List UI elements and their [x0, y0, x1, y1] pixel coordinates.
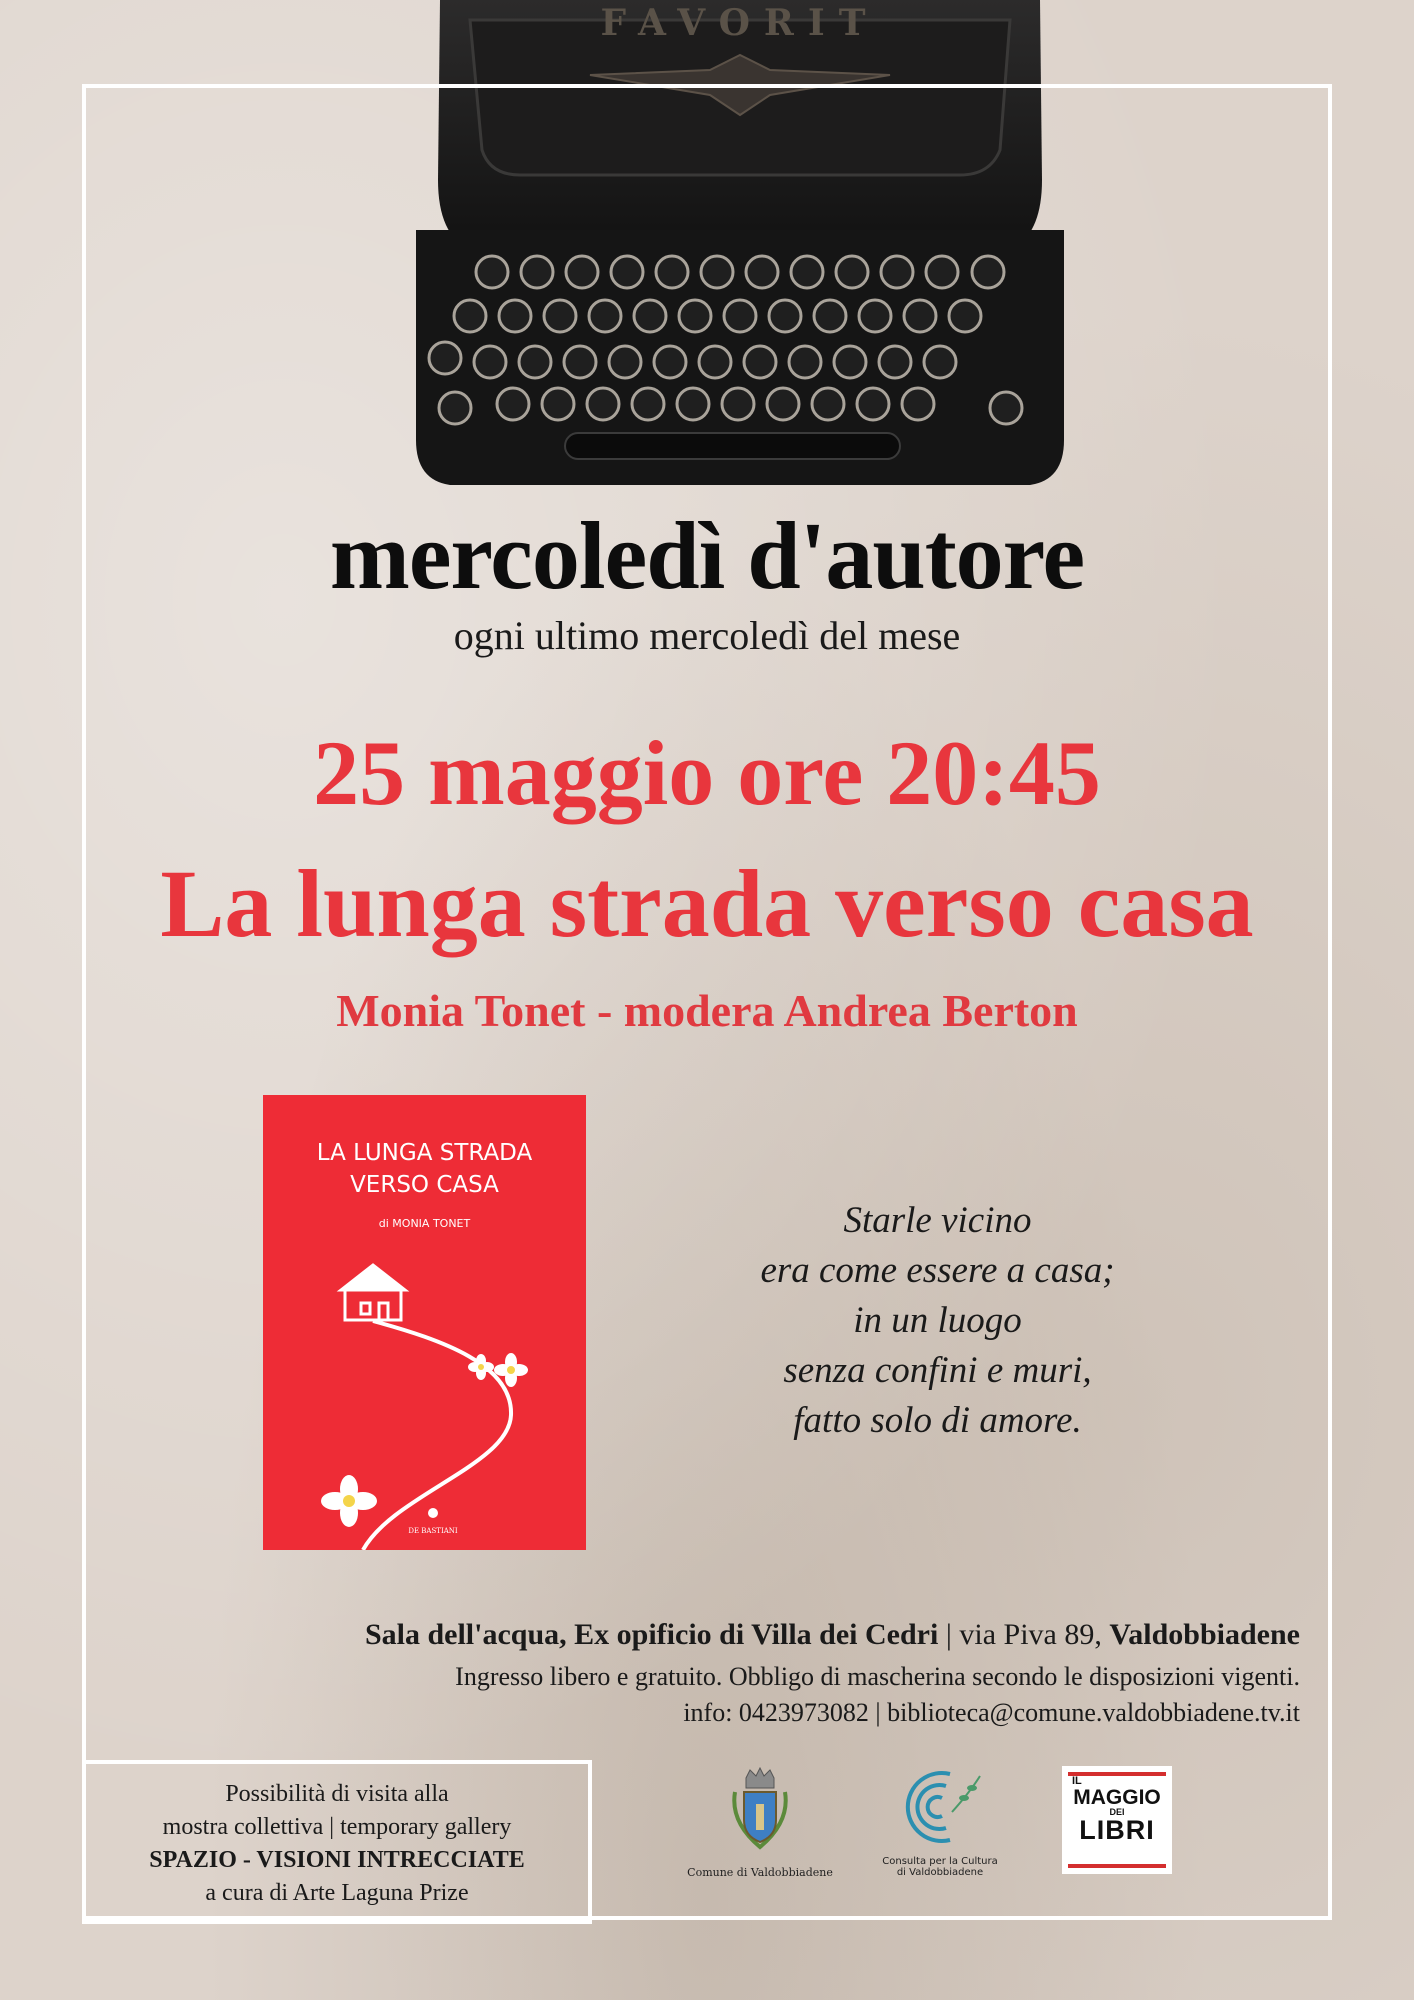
flower-icon	[321, 1475, 377, 1527]
venue-separator: |	[938, 1618, 960, 1651]
comune-logo	[680, 1762, 840, 1879]
cover-title-line2: VERSO CASA	[350, 1172, 499, 1198]
coat-of-arms-icon	[680, 1762, 840, 1862]
consulta-logo	[880, 1762, 1000, 1878]
series-subtitle: ogni ultimo mercoledì del mese	[453, 613, 961, 658]
maggio-line4: LIBRI	[1079, 1815, 1155, 1845]
entry-note: Ingresso libero e gratuito. Obbligo di mascherina secondo le disposizioni vigenti.	[455, 1662, 1300, 1691]
maggio-line2: MAGGIO	[1073, 1786, 1161, 1809]
house-icon	[341, 1265, 405, 1320]
maggio-line3: DEI	[1109, 1807, 1125, 1817]
event-book-title: La lunga strada verso casa	[160, 850, 1254, 957]
venue-line	[365, 1618, 1300, 1652]
cover-title-line1: LA LUNGA STRADA	[316, 1140, 533, 1166]
event-speakers: Monia Tonet - modera Andrea Berton	[336, 985, 1078, 1036]
gallery-line2: mostra collettiva | temporary gallery	[162, 1814, 512, 1840]
quote-line: in un luogo	[853, 1300, 1022, 1341]
quote-line: fatto solo di amore.	[793, 1400, 1082, 1441]
quote-line: Starle vicino	[843, 1200, 1032, 1241]
cover-author: di MONIA TONET	[378, 1217, 471, 1230]
publisher-logo-icon	[408, 1508, 458, 1535]
cover-title	[263, 1137, 586, 1201]
quote-line: senza confini e muri,	[783, 1350, 1092, 1391]
consulta-caption-line2: di Valdobbiadene	[896, 1867, 984, 1878]
venue-street: via Piva 89,	[959, 1618, 1110, 1651]
comune-caption: Comune di Valdobbiadene	[687, 1866, 833, 1879]
gallery-exhibit-name: SPAZIO - VISIONI INTRECCIATE	[149, 1847, 525, 1873]
typewriter-brand: FAVORIT	[600, 2, 880, 44]
gallery-line1: Possibilità di visita alla	[225, 1781, 449, 1807]
house-path-flowers-illustration	[263, 1245, 586, 1550]
consulta-swirl-icon	[880, 1762, 1000, 1852]
consulta-caption-line1: Consulta per la Cultura	[882, 1856, 998, 1867]
venue-place: Sala dell'acqua, Ex opificio di Villa dei Cedri	[364, 1618, 939, 1651]
venue-town: Valdobbiadene	[1109, 1618, 1300, 1651]
gallery-curator: a cura di Arte Laguna Prize	[205, 1880, 469, 1906]
event-date-time: 25 maggio ore 20:45	[313, 722, 1101, 824]
gallery-box	[82, 1760, 592, 1924]
book-quote	[700, 1196, 1175, 1446]
maggio-line1: IL	[1072, 1775, 1082, 1787]
series-title: mercoledì d'autore	[329, 502, 1085, 609]
contact-info: info: 0423973082 | biblioteca@comune.valdobbiadene.tv.it	[683, 1698, 1300, 1727]
maggio-dei-libri-logo	[1062, 1766, 1172, 1874]
quote-line: era come essere a casa;	[760, 1250, 1115, 1291]
book-cover	[263, 1095, 586, 1550]
cover-publisher: DE BASTIANI	[408, 1527, 458, 1535]
